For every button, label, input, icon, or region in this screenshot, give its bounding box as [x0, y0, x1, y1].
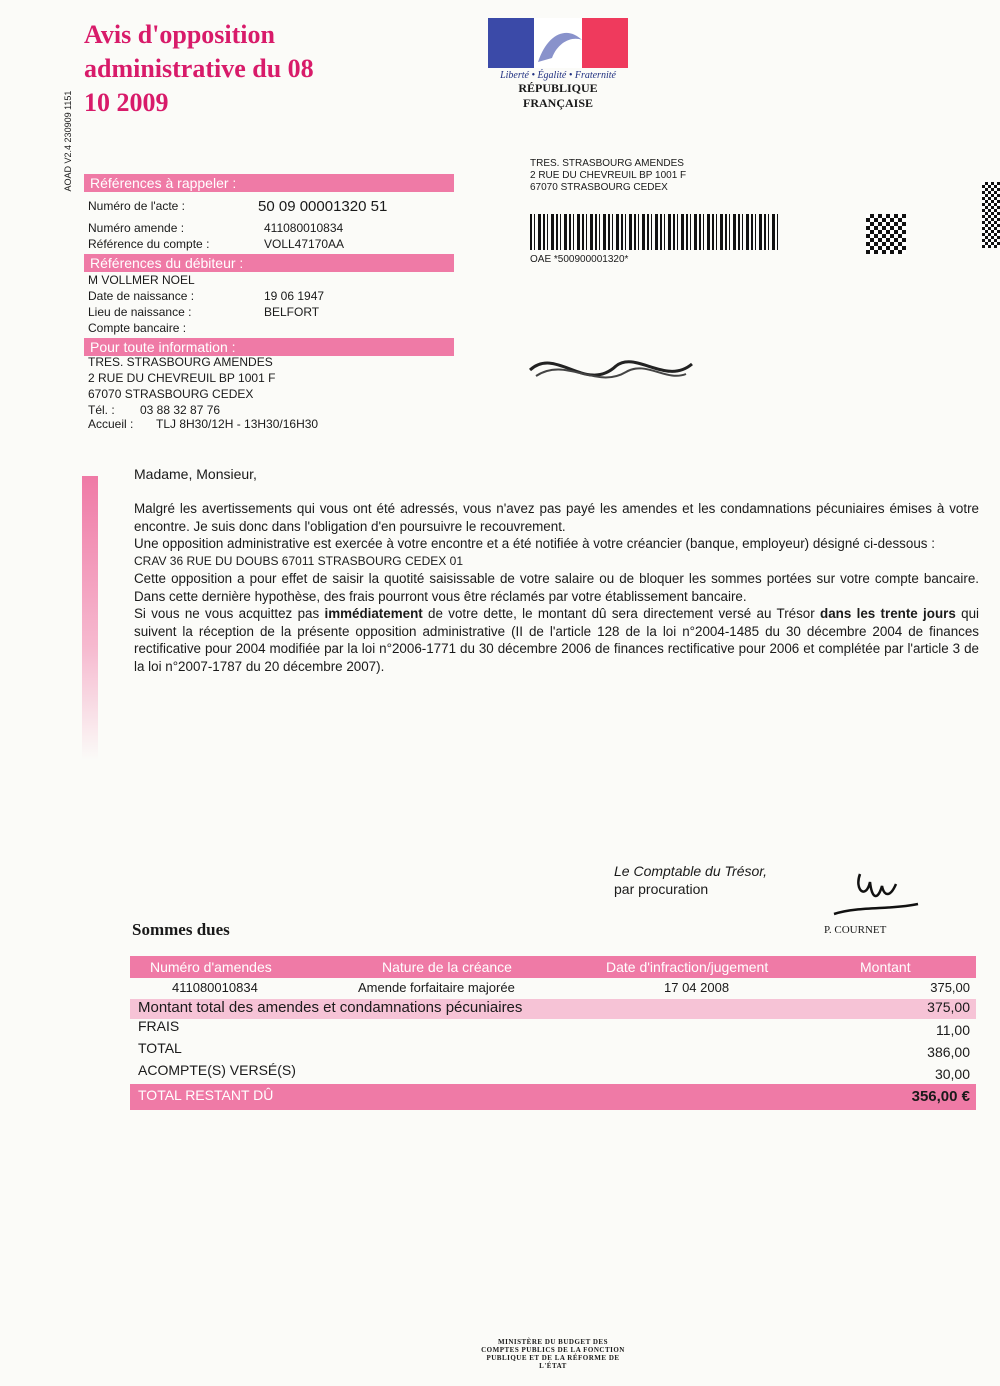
- vertical-reference-code: AOAD V2.4 230909 1151: [63, 90, 73, 192]
- ministry-footer: MINISTÈRE DU BUDGET DES COMPTES PUBLICS DE LA FONCTION PUBLIQUE ET DE LA RÉFORME DE L'ÉTAT: [481, 1338, 625, 1370]
- banque-label: Compte bancaire :: [88, 321, 187, 335]
- info-line: TRES. STRASBOURG AMENDES: [88, 355, 273, 369]
- cell-montant: 375,00: [930, 980, 970, 995]
- column-header: Nature de la créance: [382, 959, 512, 975]
- accueil-label: Accueil :: [88, 417, 134, 431]
- total-amendes-row: [130, 999, 976, 1019]
- recipient-address-line: TRES. STRASBOURG AMENDES: [530, 158, 684, 169]
- decorative-sidebar: [82, 476, 98, 760]
- acompte-value: 30,00: [934, 1066, 970, 1082]
- lieu-value: BELFORT: [264, 305, 320, 319]
- compte-label: Référence du compte :: [88, 237, 210, 251]
- column-header: Numéro d'amendes: [150, 959, 272, 975]
- compte-value: VOLL47170AA: [264, 237, 345, 251]
- republic-name: RÉPUBLIQUE FRANÇAISE: [518, 81, 598, 110]
- accueil-value: TLJ 8H30/12H - 13H30/16H30: [156, 417, 319, 431]
- letter-body: [134, 500, 979, 675]
- total-amendes-label: Montant total des amendes et condamnations pécuniaires: [138, 999, 523, 1016]
- total-row: [130, 1040, 976, 1060]
- info-line: 67070 STRASBOURG CEDEX: [88, 387, 254, 401]
- naissance-label: Date de naissance :: [88, 289, 195, 303]
- table-row: [130, 978, 976, 998]
- barcode-icon: [530, 214, 778, 250]
- total-label: TOTAL: [138, 1040, 182, 1056]
- naissance-value: 19 06 1947: [264, 289, 325, 303]
- republique-francaise-logo: [488, 18, 628, 111]
- recipient-address-line: 2 RUE DU CHEVREUIL BP 1001 F: [530, 170, 687, 181]
- total-restant-row: [130, 1084, 976, 1110]
- paragraph: Malgré les avertissements qui vous ont été adressés, vous n'avez pas payé les amendes et les condamnations pécuniaires émises à votre encontre. Je suis donc dans l'obligation d'en poursuivre le recouvrement.: [134, 501, 979, 534]
- total-restant-value: 356,00 €: [911, 1088, 970, 1105]
- handwritten-signature-icon: [830, 870, 920, 920]
- datamatrix-icon: [866, 214, 906, 254]
- oae-code: OAE *500900001320*: [530, 254, 629, 265]
- recipient-address-line: 67070 STRASBOURG CEDEX: [530, 182, 668, 193]
- info-section-header: Pour toute information :: [84, 338, 454, 356]
- cell-date: 17 04 2008: [664, 980, 730, 995]
- total-value: 386,00: [927, 1044, 970, 1060]
- marianne-flag-icon: [488, 18, 628, 68]
- cell-nature: Amende forfaitaire majorée: [358, 980, 515, 995]
- total-amendes-value: 375,00: [927, 999, 970, 1015]
- cell-numero: 411080010834: [172, 980, 258, 995]
- amende-label: Numéro amende :: [88, 221, 185, 235]
- info-line: 2 RUE DU CHEVREUIL BP 1001 F: [88, 371, 276, 385]
- datamatrix-edge-icon: [982, 182, 1000, 248]
- acompte-row: [130, 1062, 976, 1082]
- creancier-address: CRAV 36 RUE DU DOUBS 67011 STRASBOURG CEDEX 01: [134, 553, 463, 568]
- sommes-dues-title: Sommes dues: [132, 920, 230, 939]
- greeting: Madame, Monsieur,: [134, 466, 257, 482]
- document-title: Avis d'opposition administrative du 08 10 2009: [84, 20, 314, 117]
- column-header: Montant: [860, 959, 911, 975]
- signatory-name: P. COURNET: [824, 924, 887, 936]
- signature-title: Le Comptable du Trésor,: [614, 863, 768, 879]
- tel-label: Tél. :: [88, 403, 115, 417]
- references-section-header: Références à rappeler :: [84, 174, 454, 192]
- column-header: Date d'infraction/jugement: [606, 959, 769, 975]
- frais-label: FRAIS: [138, 1018, 180, 1034]
- amende-value: 411080010834: [264, 221, 344, 235]
- republic-motto: Liberté • Égalité • Fraternité: [500, 70, 616, 81]
- acte-label: Numéro de l'acte :: [88, 199, 186, 213]
- acompte-label: ACOMPTE(S) VERSÉ(S): [138, 1062, 296, 1078]
- paragraph: Une opposition administrative est exercée à votre encontre et a été notifiée à votre créancier (banque, employeur) désigné ci-dessous :: [134, 536, 935, 551]
- frais-row: [130, 1018, 976, 1038]
- tel-value: 03 88 32 87 76: [140, 403, 221, 417]
- paragraph: Si vous ne vous acquittez pas immédiatement de votre dette, le montant dû sera directement versé au Trésor dans les trente jours qui suivent la réception de la présente opposition administrative (II de l'article 128 de la loi n°2004-1485 du 30 décembre 2004 de finances rectificative pour 2004 modifiée par la loi n°2006-1771 du 30 décembre 2006 de finances rectificative pour 2006 et complétée par l'article 3 de la loi n°2007-1787 du 20 décembre 2007).: [134, 606, 980, 674]
- debiteur-section-header: Références du débiteur :: [84, 254, 454, 272]
- table-header: [130, 956, 976, 978]
- total-restant-label: TOTAL RESTANT DÛ: [138, 1087, 274, 1103]
- recipient-address: [530, 158, 686, 194]
- frais-value: 11,00: [936, 1022, 970, 1038]
- acte-value: 50 09 00001320 51: [258, 198, 388, 215]
- debiteur-name: M VOLLMER NOEL: [88, 273, 195, 287]
- signature-procuration: par procuration: [614, 881, 709, 897]
- paragraph: Cette opposition a pour effet de saisir la quotité saisissable de votre salaire ou de bloquer les sommes portées sur votre compte bancaire. Dans cette dernière hypothèse, des frais pourront vous être réclamés par votre établissement bancaire.: [134, 571, 979, 604]
- lieu-label: Lieu de naissance :: [88, 305, 192, 319]
- hologram-swirl-icon: [526, 346, 696, 394]
